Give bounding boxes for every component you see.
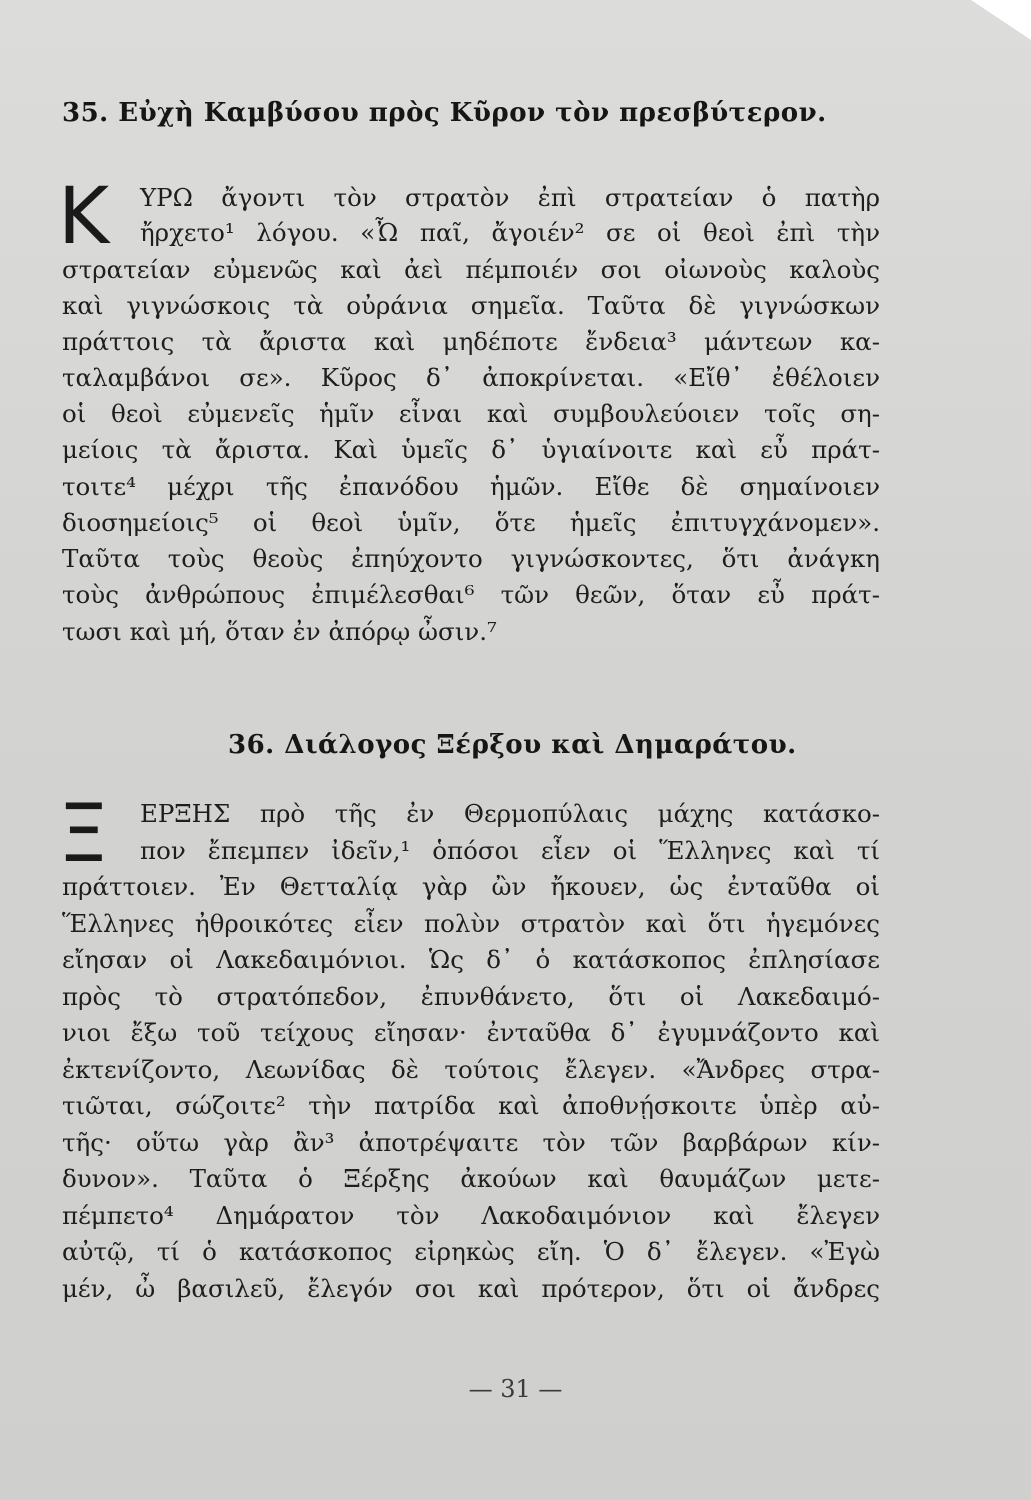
- text-line: ἐκτενίζοντο, Λεωνίδας δὲ τούτοις ἔλεγεν. «Ἄνδρες στρα-: [62, 1055, 880, 1084]
- text-line: οἱ θεοὶ εὐμενεῖς ἡμῖν εἶναι καὶ συμβουλεύοιεν τοῖς ση-: [62, 399, 880, 428]
- text-line: τωσι καὶ μή, ὅταν ἐν ἀπόρῳ ὦσιν.⁷: [62, 617, 497, 646]
- text-line: μείοις τὰ ἄριστα. Καὶ ὑμεῖς δ᾽ ὑγιαίνοιτε καὶ εὖ πράτ-: [62, 435, 880, 464]
- text-line: ΥΡΩ ἄγοντι τὸν στρατὸν ἐπὶ στρατείαν ὁ πατὴρ: [140, 183, 880, 212]
- dropcap-xi: Ξ: [58, 787, 109, 880]
- text-line: τῆς· οὕτω γὰρ ἂν³ ἀποτρέψαιτε τὸν τῶν βαρβάρων κίν-: [62, 1128, 880, 1157]
- text-line: Ἕλληνες ἠθροικότες εἶεν πολὺν στρατὸν καὶ ὅτι ἡγεμόνες: [62, 909, 880, 938]
- text-line: πράττοιεν. Ἐν Θετταλίᾳ γὰρ ὢν ἤκουεν, ὡς ἐνταῦθα οἱ: [62, 872, 880, 901]
- dropcap-kappa: Κ: [58, 172, 110, 262]
- text-line: πράττοις τὰ ἄριστα καὶ μηδέποτε ἔνδεια³ μάντεων κα-: [62, 327, 880, 356]
- text-line: στρατείαν εὐμενῶς καὶ ἀεὶ πέμποιέν σοι οἰωνοὺς καλοὺς: [62, 255, 880, 284]
- text-line: νιοι ἔξω τοῦ τείχους εἴησαν· ἐνταῦθα δ᾽ ἐγυμνάζοντο καὶ: [62, 1018, 880, 1047]
- text-line: εἴησαν οἱ Λακεδαιμόνιοι. Ὡς δ᾽ ὁ κατάσκοπος ἐπλησίασε: [62, 945, 880, 974]
- text-line: ἤρχετο¹ λόγου. «Ὦ παῖ, ἄγοιέν² σε οἱ θεοὶ ἐπὶ τὴν: [140, 218, 880, 247]
- section-36-title: 36. Διάλογος Ξέρξου καὶ Δημαράτου.: [228, 730, 797, 760]
- text-line: τοιτε⁴ μέχρι τῆς ἐπανόδου ἡμῶν. Εἴθε δὲ σημαίνοιεν: [62, 472, 880, 501]
- text-line: πρὸς τὸ στρατόπεδον, ἐπυνθάνετο, ὅτι οἱ Λακεδαιμό-: [62, 982, 880, 1011]
- text-line: ΕΡΞΗΣ πρὸ τῆς ἐν Θερμοπύλαις μάχης κατάσκο-: [140, 799, 880, 828]
- text-line: πέμπετο⁴ Δημάρατον τὸν Λακοδαιμόνιον καὶ ἔλεγεν: [62, 1201, 880, 1230]
- page-corner: [971, 0, 1031, 40]
- page-number: — 31 —: [468, 1375, 563, 1403]
- text-line: ταλαμβάνοι σε». Κῦρος δ᾽ ἀποκρίνεται. «Εἴθ᾽ ἐθέλοιεν: [62, 363, 880, 392]
- text-line: δυνον». Ταῦτα ὁ Ξέρξης ἀκούων καὶ θαυμάζων μετε-: [62, 1164, 880, 1193]
- text-line: μέν, ὦ βασιλεῦ, ἔλεγόν σοι καὶ πρότερον, ὅτι οἱ ἄνδρες: [62, 1274, 880, 1303]
- text-line: Ταῦτα τοὺς θεοὺς ἐπηύχοντο γιγνώσκοντες, ὅτι ἀνάγκη: [62, 544, 880, 573]
- text-line: αὐτῷ, τί ὁ κατάσκοπος εἰρηκὼς εἴη. Ὁ δ᾽ ἔλεγεν. «Ἐγὼ: [62, 1237, 880, 1266]
- section-35-title: 35. Εὐχὴ Καμβύσου πρὸς Κῦρον τὸν πρεσβύτερον.: [62, 98, 827, 128]
- text-line: τιῶται, σώζοιτε² τὴν πατρίδα καὶ ἀποθνῄσκοιτε ὑπὲρ αὐ-: [62, 1091, 880, 1120]
- text-line: τοὺς ἀνθρώπους ἐπιμέλεσθαι⁶ τῶν θεῶν, ὅταν εὖ πράτ-: [62, 580, 880, 609]
- text-line: διοσημείοις⁵ οἱ θεοὶ ὑμῖν, ὅτε ἡμεῖς ἐπιτυγχάνομεν».: [62, 508, 880, 537]
- text-line: καὶ γιγνώσκοις τὰ οὐράνια σημεῖα. Ταῦτα δὲ γιγνώσκων: [62, 291, 880, 320]
- text-line: πον ἔπεμπεν ἰδεῖν,¹ ὁπόσοι εἶεν οἱ Ἕλληνες καὶ τί: [140, 836, 880, 865]
